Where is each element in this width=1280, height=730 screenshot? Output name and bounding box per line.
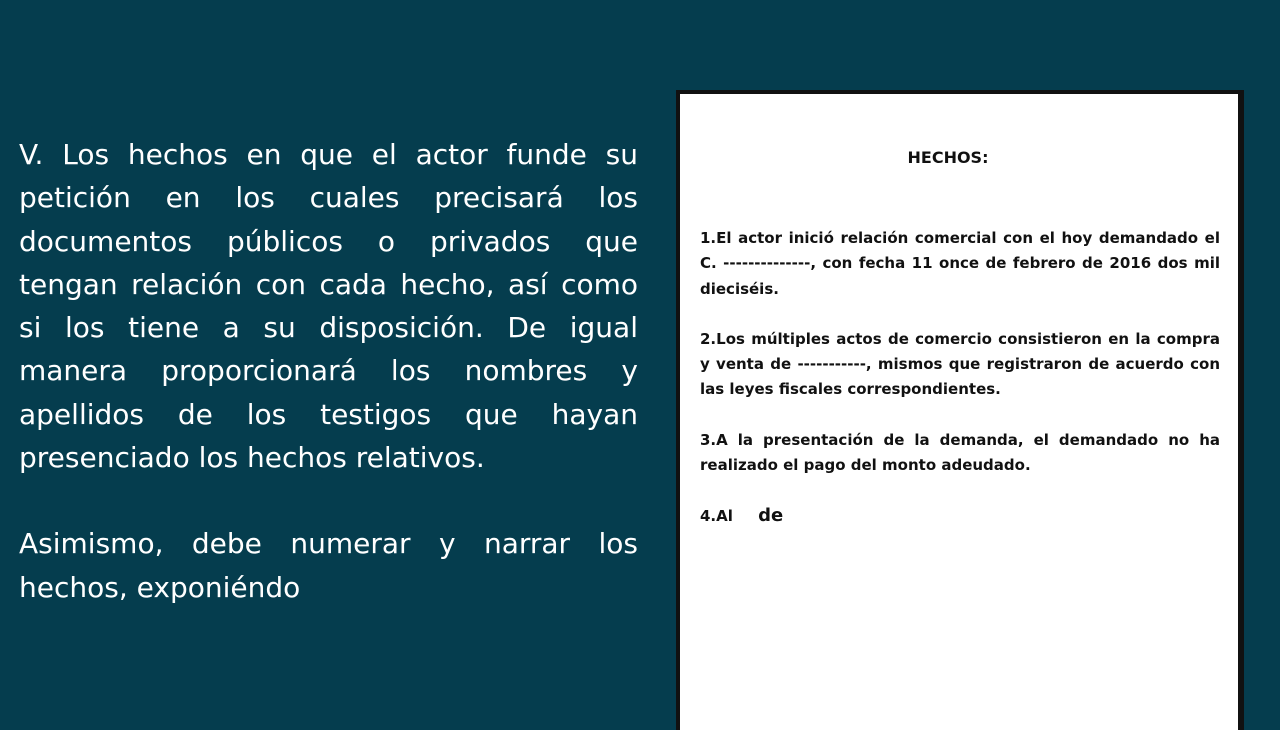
explanation-text <box>19 133 638 609</box>
fact-item: 1.El actor inició relación comercial con el hoy demandado el C. --------------, con fecha 11 once de febrero de 2016 dos mil dieciséis. <box>700 229 1220 298</box>
fact-item: 3.A la presentación de la demanda, el demandado no ha realizado el pago del monto adeudado. <box>700 430 1220 475</box>
document-sheet <box>676 90 1244 730</box>
explanation-paragraph-1: V. Los hechos en que el actor funde su petición en los cuales precisará los documentos públicos o privados que tengan relación con cada hecho, así como si los tiene a su disposición. De igual manera proporcionará los nombres y apellidos de los testigos que hayan presenciado los hechos relativos. <box>19 138 638 475</box>
document-body <box>700 226 1220 555</box>
fact4-start: 4.Al <box>700 507 733 526</box>
document-title: HECHOS: <box>907 148 989 167</box>
explanation-paragraph-2: Asimismo, debe numerar y narrar los hechos, exponiéndo <box>19 527 638 604</box>
fact4-word: de <box>758 505 784 527</box>
fact-item: 2.Los múltiples actos de comercio consistieron en la compra y venta de -----------, mismos que registraron de acuerdo con las leyes fiscales correspondientes. <box>700 329 1220 399</box>
fact-item-partial <box>700 503 1220 529</box>
